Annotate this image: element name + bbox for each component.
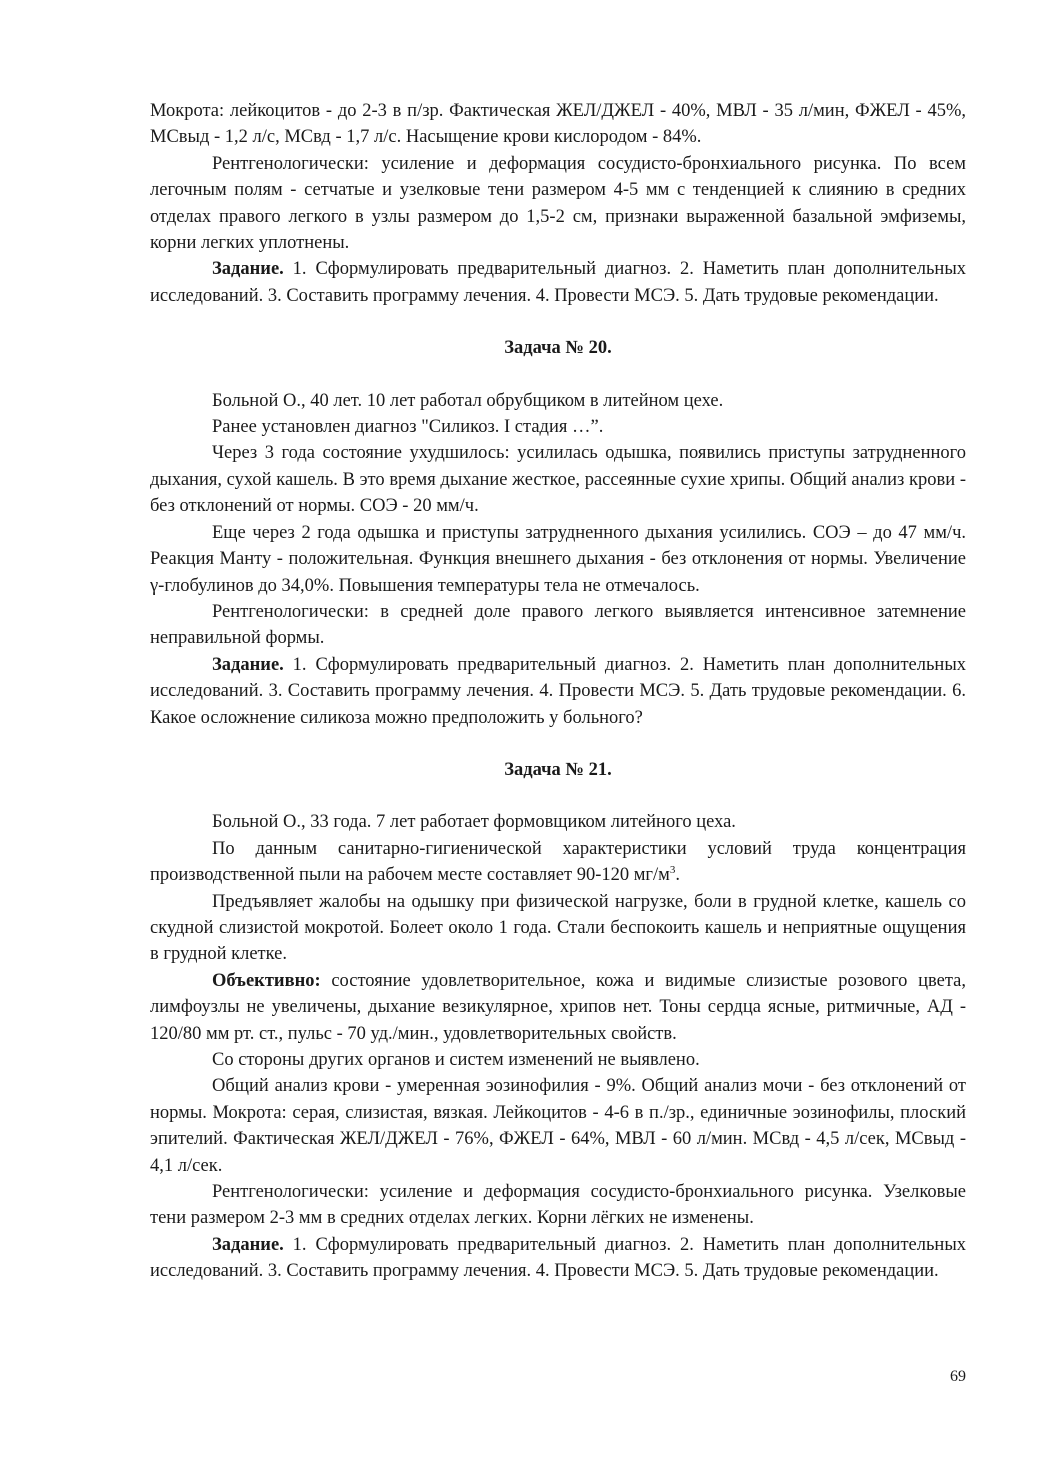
task-21-complaints-paragraph: Предъявляет жалобы на одышку при физической нагрузке, боли в грудной клетке, кашель со скудной слизистой мокротой. Болеет около 1 года. Стали беспокоить кашель и неприятные ощущения в грудной клетке. bbox=[150, 891, 966, 965]
intro-sputum-paragraph: Мокрота: лейкоцитов - до 2-3 в п/зр. Фактическая ЖЕЛ/ДЖЕЛ - 40%, МВЛ - 35 л/мин, ФЖЕЛ - 45%, МСвыд - 1,2 л/с, МСвд - 1,7 л/с. Насыщение крови кислородом - 84%. bbox=[150, 101, 966, 148]
task-21-title: Задача № 21. bbox=[504, 759, 612, 780]
task-21-labs-paragraph: Общий анализ крови - умеренная эозинофилия - 9%. Общий анализ мочи - без отклонений от нормы. Мокрота: серая, слизистая, вязкая. Лейкоцитов - 4-6 в п./зр., единичные эозинофилы, плоский эпителий. Фактическая ЖЕЛ/ДЖЕЛ - 76%, ФЖЕЛ - 64%, МВЛ - 60 л/мин. МСвд - 4,5 л/сек, МСвыд - 4,1 л/сек. bbox=[150, 1076, 966, 1176]
intro-xray-paragraph: Рентгенологически: усиление и деформация сосудисто-бронхиального рисунка. По всем легочным полям - сетчатые и узелковые тени размером 4-5 мм с тенденцией к слиянию в средних отделах правого легкого в узлы размером до 1,5-2 см, признаки выраженной базальной эмфиземы, корни легких уплотнены. bbox=[150, 153, 966, 254]
hygiene-end: . bbox=[675, 865, 680, 886]
document-page bbox=[150, 98, 966, 1285]
task-text: 1. Сформулировать предварительный диагноз. 2. Наметить план дополнительных исследований. 3. Составить программу лечения. 4. Провести МСЭ. 5. Дать трудовые рекомендации. bbox=[150, 259, 966, 306]
task-21-objective-paragraph bbox=[150, 968, 966, 1047]
task-text: 1. Сформулировать предварительный диагноз. 2. Наметить план дополнительных исследований. 3. Составить программу лечения. 4. Провести МСЭ. 5. Дать трудовые рекомендации. 6. Какое осложнение силикоза можно предположить у больного? bbox=[150, 654, 966, 728]
task-20-title: Задача № 20. bbox=[504, 338, 612, 359]
task-label: Задание. bbox=[212, 259, 284, 280]
page-number: 69 bbox=[950, 1368, 966, 1385]
task-21-xray-paragraph: Рентгенологически: усиление и деформация сосудисто-бронхиального рисунка. Узелковые тени размером 2-3 мм в средних отделах легких. Корни лёгких не изменены. bbox=[150, 1182, 966, 1229]
task-21-task-paragraph bbox=[150, 1232, 966, 1285]
task-21-patient-paragraph: Больной О., 33 года. 7 лет работает формовщиком литейного цеха. bbox=[212, 812, 736, 833]
task-20-xray-paragraph: Рентгенологически: в средней доле правого легкого выявляется интенсивное затемнение неправильной формы. bbox=[150, 601, 966, 649]
intro-task-paragraph bbox=[150, 256, 966, 309]
task-20-task-paragraph bbox=[150, 652, 966, 731]
hygiene-text: По данным санитарно-гигиенической характеристики условий труда концентрация производственной пыли на рабочем месте составляет 90-120 мг/м bbox=[150, 838, 966, 886]
task-21-hygiene-paragraph bbox=[150, 836, 966, 889]
task-text: 1. Сформулировать предварительный диагноз. 2. Наметить план дополнительных исследований. 3. Составить программу лечения. 4. Провести МСЭ. 5. Дать трудовые рекомендации. bbox=[150, 1234, 966, 1282]
objective-text: состояние удовлетворительное, кожа и видимые слизистые розового цвета, лимфоузлы не увеличены, дыхание везикулярное, хрипов нет. Тоны сердца ясные, ритмичные, АД - 120/80 мм рт. ст., пульс - 70 уд./мин., удовлетворительных свойств. bbox=[150, 970, 966, 1044]
task-21-organs-paragraph: Со стороны других органов и систем изменений не выявлено. bbox=[212, 1050, 700, 1070]
task-label: Задание. bbox=[212, 654, 284, 675]
task-20-progression-paragraph: Через 3 года состояние ухудшилось: усилилась одышка, появились приступы затрудненного дыхания, сухой кашель. В это время дыхание жесткое, рассеянные сухие хрипы. Общий анализ крови - без отклонений от нормы. СОЭ - 20 мм/ч. bbox=[150, 443, 966, 517]
task-20-later-paragraph: Еще через 2 года одышка и приступы затрудненного дыхания усилились. СОЭ – до 47 мм/ч. Реакция Манту - положительная. Функция внешнего дыхания - без отклонения от нормы. Увеличение γ-глобулинов до 34,0%. Повышения температуры тела не отмечалось. bbox=[150, 522, 966, 596]
objective-label: Объективно: bbox=[212, 970, 321, 991]
task-20-patient-paragraph: Больной О., 40 лет. 10 лет работал обрубщиком в литейном цехе. bbox=[212, 390, 724, 411]
superscript: 3 bbox=[669, 864, 676, 876]
task-20-diagnosis-paragraph: Ранее установлен диагноз "Силикоз. I стадия …”. bbox=[212, 417, 604, 438]
task-label: Задание. bbox=[212, 1234, 284, 1255]
